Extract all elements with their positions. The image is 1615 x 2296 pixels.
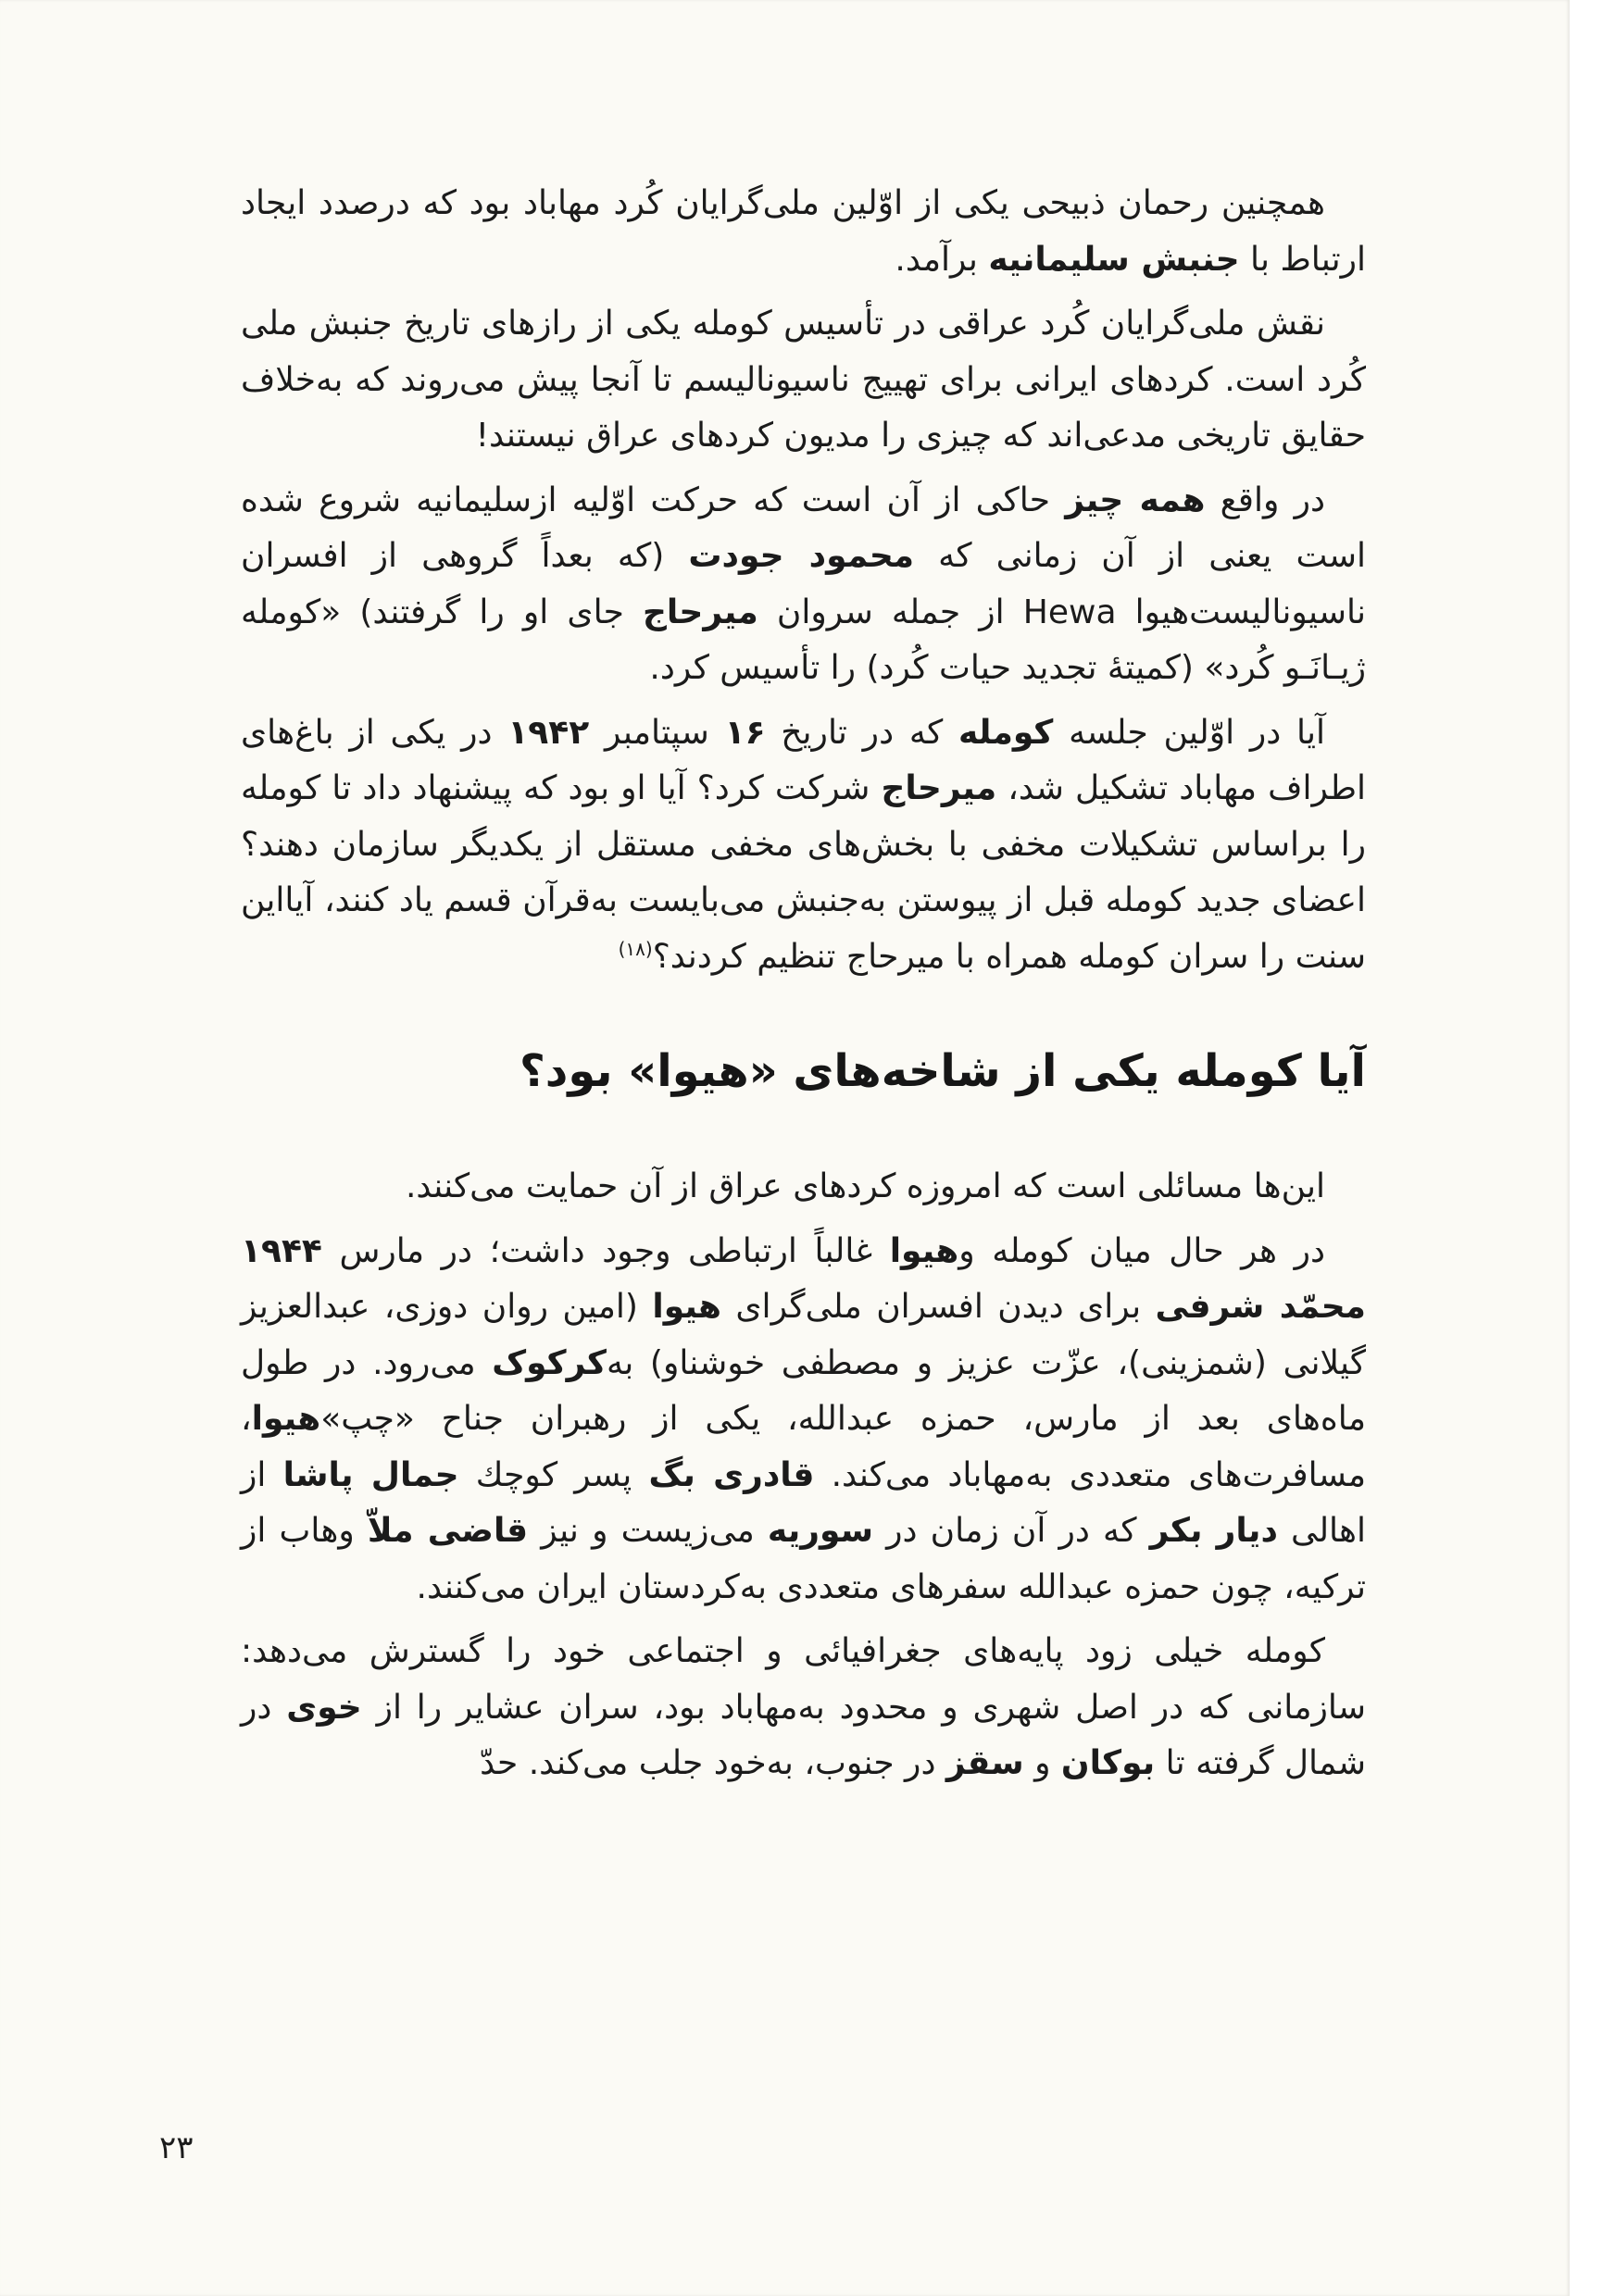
section-heading: آیا کومله یکی از شاخه‌های «هیوا» بود؟ [519,1045,1366,1097]
bold-term: ۱۹۴۴ محمّد شرفی [241,1231,1366,1326]
bold-term: قاضی ملاّ [367,1512,529,1550]
body-text [241,176,1366,1801]
paragraph-6: در هر حال میان کومله وهیوا غالباً ارتباطی وجود داشت؛ در مارس ۱۹۴۴ محمّد شرفی برای دیدن افسران ملی‌گرای هیوا (امین روان دوزی، عبدالعزیز گیلانی (شمزینی)، عزّت عزیز و مصطفی خوشناو) به‌کرکوک می‌رود. در طول ماه‌های بعد از مارس، حمزه عبدالله، یکی از رهبران جناح «چپ»هیوا، مسافرت‌های متعددی به‌مهاباد می‌کند. قادری بگ پسر کوچك جمال پاشا از اهالی دیار بکر که در آن زمان در سوریه می‌زیست و نیز قاضی ملاّ وهاب از ترکیه، چون حمزه عبدالله سفرهای متعددی به‌کردستان ایران می‌کنند. [241,1231,1366,1606]
paragraph-7: کومله خیلی زود پایه‌های جغرافیائی و اجتماعی خود را گسترش می‌دهد: سازمانی که در اصل شهری و محدود به‌مهاباد بود، سران عشایر را از خوی در شمال گرفته تا بوکان و سقز در جنوب، به‌خود جلب می‌کند. حدّ [241,1632,1367,1782]
paragraph-1: همچنین رحمان ذبیحی یکی از اوّلین ملی‌گرایان کُرد مهاباد بود که درصدد ایجاد ارتباط با جنبش سلیمانیه برآمد. [241,184,1366,279]
bold-term: دیار بکر [1149,1512,1278,1550]
bold-term: هیوا [652,1288,721,1326]
paragraph-3: در واقع همه چیز حاکی از آن است که حرکت اوّلیه ازسلیمانیه شروع شده است یعنی از آن زمانی که محمود جودت (که بعداً گروهی از افسران ناسیونالیست‌هیوا Hewa از جمله سروان میرحاج جای او را گرفتند) «کومله ژیـانَـو کُرد» (کمیتهٔ تجدید حیات کُرد) را تأسیس کرد. [241,480,1366,687]
bold-term: همه چیز [1065,480,1206,519]
bold-term: ۱۶ [724,713,766,752]
scan-margin [1570,0,1615,2296]
bold-term: میرحاج [642,593,758,631]
paragraph-5: این‌ها مسائلی است که امروزه کردهای عراق از آن حمایت می‌کنند. [405,1167,1325,1205]
footnote-ref: (۱۸) [618,937,653,960]
paragraph-4: آیا در اوّلین جلسه کومله که در تاریخ ۱۶ سپتامبر ۱۹۴۲ در یکی از باغ‌های اطراف مهاباد تشکیل شد، میرحاج شرکت کرد؟ آیا او بود که پیشنهاد داد تا کومله را براساس تشکیلات مخفی با بخش‌های مخفی مستقل از یکدیگر سازمان دهند؟ اعضای جدید کومله قبل از پیوستن به‌جنبش می‌بایست به‌قرآن قسم یاد کنند، آیااین سنت را سران کومله همراه با میرحاج تنظیم کردند؟$^{(۱۸)}$ [241,713,1366,976]
bold-term: جمال پاشا [282,1455,459,1494]
bold-term: ۱۹۴۲ [507,713,590,752]
bold-term: محمود جودت [688,537,915,575]
bold-term: هیوا [251,1400,321,1438]
bold-term: خوی [286,1688,362,1727]
bold-term: جنبش سلیمانیه [988,240,1240,279]
bold-term: هیوا [889,1231,959,1270]
bold-term: کرکوک [492,1343,607,1382]
bold-term: میرحاج [881,769,997,807]
bold-term: کومله [958,713,1054,752]
bold-term: بوکان [1060,1744,1156,1782]
bold-term: سقز [945,1744,1024,1782]
paragraph-2: نقش ملی‌گرایان کُرد عراقی در تأسیس کومله یکی از رازهای تاریخ جنبش ملی کُرد است. کردهای ایرانی برای تهییج ناسیونالیسم تا آنجا پیش می‌روند که به‌خلاف حقایق تاریخی مدعی‌اند که چیزی را مدیون کردهای عراق نیستند! [241,305,1366,455]
bold-term: قادری بگ [648,1455,815,1494]
bold-term: سوریه [767,1512,873,1550]
page-number: ۲۳ [159,2129,194,2166]
